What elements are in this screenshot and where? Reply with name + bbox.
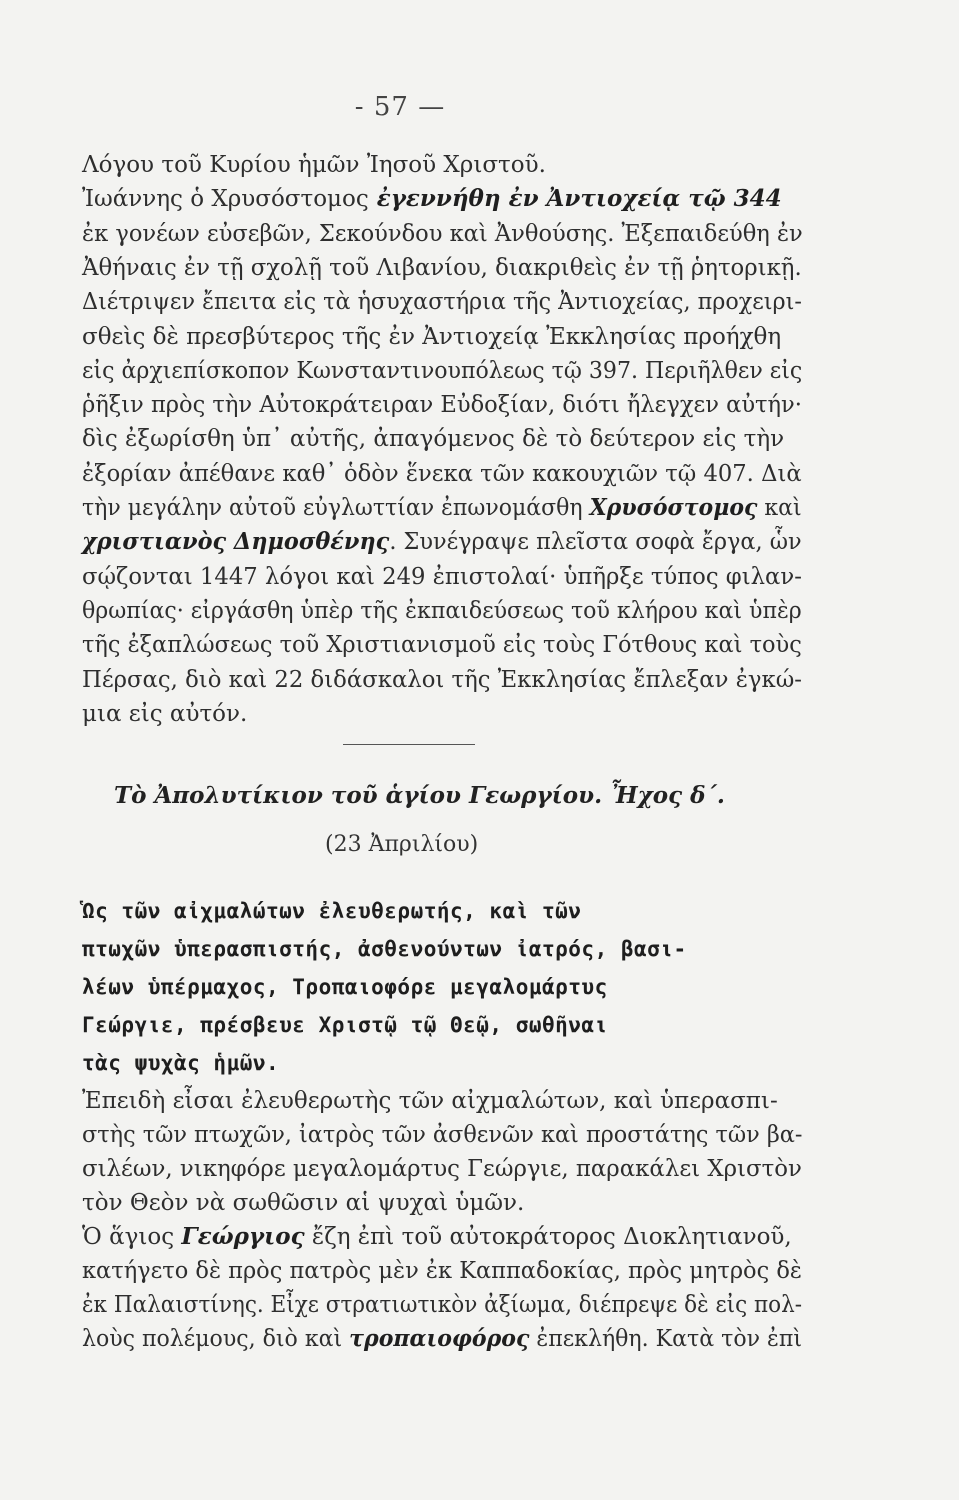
text-span: λοὺς πολέμους, διὸ καὶ [82,1326,350,1352]
text-line [82,630,802,660]
text-span: μια εἰς αὐτόν. [82,700,248,727]
text-line [82,1256,802,1286]
text-span: . Συνέγραψε πλεῖστα σοφὰ ἔργα, ὧν [389,529,802,556]
text-line [82,562,802,592]
text-line [82,1120,802,1150]
text-span: ἐξορίαν ἀπέθανε καθ᾽ ὁδὸν ἕνεκα τῶν κακουχιῶν τῷ 407. Διὰ [82,460,802,487]
text-line [82,424,784,454]
emphasized-name: ἐγεννήθη ἐν Ἀντιοχείᾳ τῷ 344 [368,185,782,213]
text-span: σιλέων, νικηφόρε μεγαλομάρτυς Γεώργιε, παρακάλει Χριστὸν [82,1156,802,1182]
text-line [82,1154,802,1184]
text-span: καὶ [757,495,802,521]
hymn-line: Γεώργιε, πρέσβευε Χριστῷ τῷ Θεῷ, σωθῆναι [82,1013,608,1037]
text-span: ἐπεκλήθη. Κατὰ τὸν ἐπὶ [529,1326,803,1352]
text-line [82,1324,802,1354]
text-span: Ὁ ἅγιος [82,1224,182,1250]
text-span: σθεὶς δὲ πρεσβύτερος τῆς ἐν Ἀντιοχείᾳ Ἐκκλησίας προήχθη [82,323,782,350]
text-line [82,493,802,523]
text-span: σῴζονται 1447 λόγοι καὶ 249 ἐπιστολαί· ὑπῆρξε τύπος φιλαν- [82,563,802,590]
text-line [82,287,802,317]
text-span: Ἀθήναις ἐν τῇ σχολῇ τοῦ Λιβανίου, διακριθεὶς ἐν τῇ ῥητορικῇ. [82,254,802,281]
text-line [82,1086,778,1116]
text-span: ῥῆξιν πρὸς τὴν Αὐτοκράτειραν Εὐδοξίαν, διότι ἤλεγχεν αὐτήν· [82,392,802,419]
text-line [82,184,782,214]
hymn-date: (23 Ἀπριλίου) [325,832,479,857]
hymn-line: λέων ὑπέρμαχος, Τροπαιοφόρε μεγαλομάρτυς [82,975,608,999]
text-line [82,596,802,626]
text-line [82,1188,524,1218]
text-span: τὴν μεγάλην αὐτοῦ εὐγλωττίαν ἐπωνομάσθη [82,495,590,521]
text-span: ἐκ γονέων εὐσεβῶν, Σεκούνδου καὶ Ἀνθούσης. Ἐξεπαιδεύθη ἐν [82,220,803,247]
text-span: θρωπίας· εἰργάσθη ὑπὲρ τῆς ἐκπαιδεύσεως τοῦ κλήρου καὶ ὑπὲρ [82,597,802,624]
text-line [82,322,781,352]
text-span: ἔζη ἐπὶ τοῦ αὐτοκράτορος Διοκλητιανοῦ, [304,1224,792,1250]
text-span: στὴς τῶν πτωχῶν, ἰατρὸς τῶν ἀσθενῶν καὶ προστάτης τῶν βα- [82,1122,803,1148]
text-span: Πέρσας, διὸ καὶ 22 διδάσκαλοι τῆς Ἐκκλησίας ἔπλεξαν ἐγκώ- [82,666,802,693]
text-span: ἐκ Παλαιστίνης. Εἶχε στρατιωτικὸν ἀξίωμα, διέπρεψε δὲ εἰς πολ- [82,1292,803,1318]
text-span: δὶς ἐξωρίσθη ὑπ᾽ αὐτῆς, ἀπαγόμενος δὲ τὸ δεύτερον εἰς τὴν [82,426,785,453]
emphasized-name: Γεώργιος [181,1223,305,1250]
text-span: τὸν Θεὸν νὰ σωθῶσιν αἱ ψυχαὶ ὑμῶν. [82,1190,525,1216]
emphasized-name: χριστιανὸς Δημοσθένης [82,528,390,556]
hymn-line: Ὡς τῶν αἰχμαλώτων ἐλευθερωτής, καὶ τῶν [82,899,582,923]
text-line [82,219,803,249]
text-span: Διέτριψεν ἔπειτα εἰς τὰ ἡσυχαστήρια τῆς Ἀντιοχείας, προχειρι- [82,289,802,316]
text-span: εἰς ἀρχιεπίσκοπον Κωνσταντινουπόλεως τῷ 397. Περιῆλθεν εἰς [82,357,803,384]
text-line [82,390,802,420]
emphasized-name: Χρυσόστομος [589,494,758,521]
text-span: Λόγου τοῦ Κυρίου ἡμῶν Ἰησοῦ Χριστοῦ. [82,152,546,178]
text-line [82,527,802,557]
emphasized-name: τροπαιοφόρος [349,1325,530,1352]
text-line [82,665,802,695]
text-line [82,150,546,180]
text-span: κατήγετο δὲ πρὸς πατρὸς μὲν ἐκ Καππαδοκίας, πρὸς μητρὸς δὲ [82,1258,802,1284]
text-line [82,356,802,386]
text-span: Ἐπειδὴ εἶσαι ἐλευθερωτὴς τῶν αἰχμαλώτων, καὶ ὑπερασπι- [82,1088,778,1114]
text-line [82,253,802,283]
page-number: - 57 — [354,92,446,122]
text-line [82,1222,792,1252]
hymn-title: Τὸ Ἀπολυτίκιον τοῦ ἁγίου Γεωργίου. Ἦχος δ΄. [114,782,725,809]
text-line [82,699,247,729]
text-span: τῆς ἐξαπλώσεως τοῦ Χριστιανισμοῦ εἰς τοὺς Γότθους καὶ τοὺς [82,632,802,659]
hymn-line: τὰς ψυχὰς ἡμῶν. [82,1051,280,1075]
text-span: Ἰωάννης ὁ Χρυσόστομος [82,186,369,213]
text-line [82,1290,802,1320]
hymn-line: πτωχῶν ὑπερασπιστής, ἀσθενούντων ἰατρός, βασι- [82,937,687,961]
text-line [82,459,802,489]
section-divider [343,744,475,745]
